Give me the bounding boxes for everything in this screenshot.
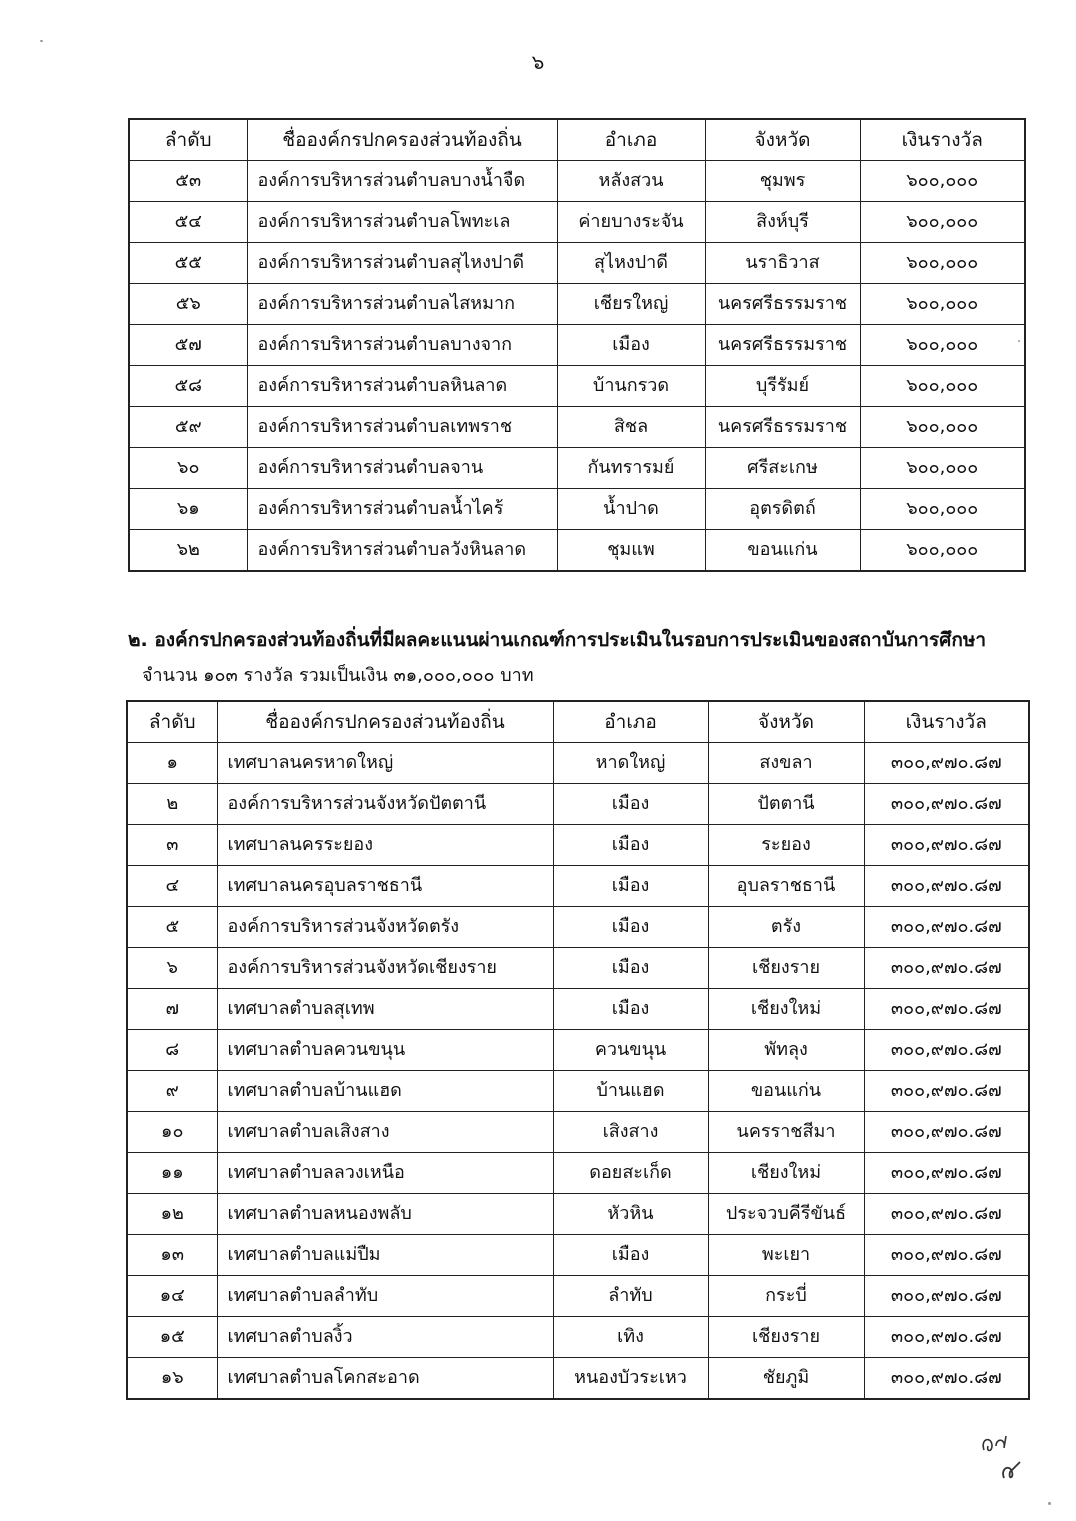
- cell-prize: ๓๐๐,๙๗๐.๘๗: [864, 743, 1029, 784]
- col-header-prize: เงินรางวัล: [864, 701, 1029, 743]
- cell-order: ๑: [127, 743, 217, 784]
- table-row: [127, 1194, 1029, 1235]
- cell-order: ๑๑: [127, 1153, 217, 1194]
- section-2-title: ๒. องค์กรปกครองส่วนท้องถิ่นที่มีผลคะแนนผ่านเกณฑ์การประเมินในรอบการประเมินของสถาบันการศึกษา: [128, 629, 987, 651]
- table-header-row: [127, 701, 1029, 743]
- cell-order: ๕๕: [129, 243, 247, 284]
- table-row: [129, 366, 1025, 407]
- col-header-province: จังหวัด: [705, 119, 860, 161]
- handwritten-initials: [970, 1428, 1040, 1488]
- scan-speck: [1018, 340, 1020, 342]
- cell-province: สงขลา: [708, 743, 864, 784]
- table-row: [129, 530, 1025, 572]
- table-row: [129, 202, 1025, 243]
- cell-prize: ๖๐๐,๐๐๐: [860, 243, 1025, 284]
- table-row: [127, 1071, 1029, 1112]
- cell-prize: ๓๐๐,๙๗๐.๘๗: [864, 1071, 1029, 1112]
- cell-prize: ๖๐๐,๐๐๐: [860, 448, 1025, 489]
- cell-order: ๒: [127, 784, 217, 825]
- col-header-org-name: ชื่อองค์กรปกครองส่วนท้องถิ่น: [247, 119, 557, 161]
- cell-district: หัวหิน: [553, 1194, 708, 1235]
- cell-order: ๖๐: [129, 448, 247, 489]
- cell-district: บ้านแฮด: [553, 1071, 708, 1112]
- cell-order: ๔: [127, 866, 217, 907]
- cell-province: นครศรีธรรมราช: [705, 407, 860, 448]
- cell-district: เทิง: [553, 1317, 708, 1358]
- cell-province: ระยอง: [708, 825, 864, 866]
- cell-org-name: เทศบาลตำบลลวงเหนือ: [217, 1153, 553, 1194]
- cell-prize: ๓๐๐,๙๗๐.๘๗: [864, 784, 1029, 825]
- cell-order: ๑๕: [127, 1317, 217, 1358]
- cell-org-name: องค์การบริหารส่วนตำบลน้ำไคร้: [247, 489, 557, 530]
- cell-order: ๙: [127, 1071, 217, 1112]
- cell-org-name: เทศบาลนครระยอง: [217, 825, 553, 866]
- cell-org-name: เทศบาลนครอุบลราชธานี: [217, 866, 553, 907]
- table-row: [129, 161, 1025, 202]
- cell-district: ลำทับ: [553, 1276, 708, 1317]
- page-number: ๖: [531, 50, 545, 74]
- cell-order: ๕: [127, 907, 217, 948]
- cell-province: เชียงราย: [708, 948, 864, 989]
- cell-province: บุรีรัมย์: [705, 366, 860, 407]
- cell-org-name: เทศบาลตำบลเสิงสาง: [217, 1112, 553, 1153]
- scan-speck: [1048, 1502, 1051, 1505]
- cell-province: นครศรีธรรมราช: [705, 325, 860, 366]
- cell-order: ๑๖: [127, 1358, 217, 1400]
- table-row: [129, 243, 1025, 284]
- col-header-province: จังหวัด: [708, 701, 864, 743]
- cell-district: เมือง: [553, 907, 708, 948]
- cell-order: ๑๓: [127, 1235, 217, 1276]
- awards-table-section1: [128, 118, 1026, 572]
- cell-province: นครศรีธรรมราช: [705, 284, 860, 325]
- cell-prize: ๓๐๐,๙๗๐.๘๗: [864, 1276, 1029, 1317]
- cell-province: ศรีสะเกษ: [705, 448, 860, 489]
- table-row: [129, 489, 1025, 530]
- table-row: [127, 989, 1029, 1030]
- col-header-order: ลำดับ: [129, 119, 247, 161]
- scan-speck: [40, 40, 43, 42]
- cell-org-name: องค์การบริหารส่วนตำบลจาน: [247, 448, 557, 489]
- table-row: [129, 407, 1025, 448]
- cell-district: กันทรารมย์: [557, 448, 705, 489]
- cell-district: บ้านกรวด: [557, 366, 705, 407]
- col-header-prize: เงินรางวัล: [860, 119, 1025, 161]
- cell-province: อุตรดิตถ์: [705, 489, 860, 530]
- cell-district: ควนขนุน: [553, 1030, 708, 1071]
- cell-prize: ๓๐๐,๙๗๐.๘๗: [864, 1194, 1029, 1235]
- cell-org-name: องค์การบริหารส่วนจังหวัดปัตตานี: [217, 784, 553, 825]
- table-row: [127, 907, 1029, 948]
- cell-order: ๕๘: [129, 366, 247, 407]
- cell-order: ๖๑: [129, 489, 247, 530]
- cell-prize: ๓๐๐,๙๗๐.๘๗: [864, 1317, 1029, 1358]
- cell-district: หนองบัวระเหว: [553, 1358, 708, 1400]
- cell-district: ค่ายบางระจัน: [557, 202, 705, 243]
- table-row: [129, 284, 1025, 325]
- cell-org-name: เทศบาลตำบลลำทับ: [217, 1276, 553, 1317]
- cell-province: พะเยา: [708, 1235, 864, 1276]
- cell-district: หาดใหญ่: [553, 743, 708, 784]
- cell-province: พัทลุง: [708, 1030, 864, 1071]
- cell-province: ปัตตานี: [708, 784, 864, 825]
- cell-prize: ๓๐๐,๙๗๐.๘๗: [864, 1030, 1029, 1071]
- table-row: [127, 1276, 1029, 1317]
- table-row: [127, 1317, 1029, 1358]
- table-row: [127, 1153, 1029, 1194]
- cell-district: เมือง: [557, 325, 705, 366]
- cell-org-name: องค์การบริหารส่วนตำบลวังหินลาด: [247, 530, 557, 572]
- table-row: [127, 743, 1029, 784]
- cell-province: เชียงใหม่: [708, 989, 864, 1030]
- cell-province: ชัยภูมิ: [708, 1358, 864, 1400]
- table-row: [127, 1358, 1029, 1400]
- cell-district: เมือง: [553, 1235, 708, 1276]
- table-row: [127, 1112, 1029, 1153]
- cell-org-name: เทศบาลตำบลหนองพลับ: [217, 1194, 553, 1235]
- table-row: [127, 1030, 1029, 1071]
- table-row: [129, 448, 1025, 489]
- cell-province: ประจวบคีรีขันธ์: [708, 1194, 864, 1235]
- col-header-district: อำเภอ: [553, 701, 708, 743]
- section-2-summary: จำนวน ๑๐๓ รางวัล รวมเป็นเงิน ๓๑,๐๐๐,๐๐๐ บาท: [142, 665, 534, 686]
- cell-order: ๗: [127, 989, 217, 1030]
- cell-province: เชียงใหม่: [708, 1153, 864, 1194]
- cell-province: เชียงราย: [708, 1317, 864, 1358]
- cell-org-name: เทศบาลตำบลควนขนุน: [217, 1030, 553, 1071]
- cell-order: ๕๔: [129, 202, 247, 243]
- cell-district: สิชล: [557, 407, 705, 448]
- cell-prize: ๓๐๐,๙๗๐.๘๗: [864, 948, 1029, 989]
- cell-org-name: องค์การบริหารส่วนจังหวัดตรัง: [217, 907, 553, 948]
- cell-prize: ๖๐๐,๐๐๐: [860, 284, 1025, 325]
- cell-province: ตรัง: [708, 907, 864, 948]
- cell-org-name: เทศบาลตำบลบ้านแฮด: [217, 1071, 553, 1112]
- cell-district: เชียรใหญ่: [557, 284, 705, 325]
- cell-district: น้ำปาด: [557, 489, 705, 530]
- table-header-row: [129, 119, 1025, 161]
- cell-org-name: องค์การบริหารส่วนจังหวัดเชียงราย: [217, 948, 553, 989]
- cell-prize: ๓๐๐,๙๗๐.๘๗: [864, 1358, 1029, 1400]
- cell-org-name: เทศบาลตำบลโคกสะอาด: [217, 1358, 553, 1400]
- col-header-org-name: ชื่อองค์กรปกครองส่วนท้องถิ่น: [217, 701, 553, 743]
- cell-prize: ๓๐๐,๙๗๐.๘๗: [864, 866, 1029, 907]
- cell-prize: ๖๐๐,๐๐๐: [860, 325, 1025, 366]
- cell-order: ๘: [127, 1030, 217, 1071]
- cell-prize: ๓๐๐,๙๗๐.๘๗: [864, 989, 1029, 1030]
- table-row: [127, 866, 1029, 907]
- cell-district: ชุมแพ: [557, 530, 705, 572]
- cell-org-name: องค์การบริหารส่วนตำบลบางจาก: [247, 325, 557, 366]
- cell-org-name: องค์การบริหารส่วนตำบลสุไหงปาดี: [247, 243, 557, 284]
- cell-order: ๑๔: [127, 1276, 217, 1317]
- cell-order: ๕๗: [129, 325, 247, 366]
- cell-prize: ๖๐๐,๐๐๐: [860, 202, 1025, 243]
- cell-order: ๕๖: [129, 284, 247, 325]
- cell-prize: ๓๐๐,๙๗๐.๘๗: [864, 1235, 1029, 1276]
- cell-province: กระบี่: [708, 1276, 864, 1317]
- cell-district: ดอยสะเก็ด: [553, 1153, 708, 1194]
- cell-prize: ๖๐๐,๐๐๐: [860, 530, 1025, 572]
- cell-province: สิงห์บุรี: [705, 202, 860, 243]
- cell-district: เมือง: [553, 989, 708, 1030]
- cell-prize: ๖๐๐,๐๐๐: [860, 407, 1025, 448]
- cell-org-name: เทศบาลตำบลสุเทพ: [217, 989, 553, 1030]
- cell-org-name: องค์การบริหารส่วนตำบลบางน้ำจืด: [247, 161, 557, 202]
- cell-prize: ๓๐๐,๙๗๐.๘๗: [864, 1112, 1029, 1153]
- cell-district: หลังสวน: [557, 161, 705, 202]
- cell-org-name: เทศบาลตำบลงิ้ว: [217, 1317, 553, 1358]
- cell-prize: ๖๐๐,๐๐๐: [860, 489, 1025, 530]
- cell-district: เมือง: [553, 825, 708, 866]
- cell-province: อุบลราชธานี: [708, 866, 864, 907]
- table-row: [127, 784, 1029, 825]
- cell-order: ๕๙: [129, 407, 247, 448]
- cell-prize: ๖๐๐,๐๐๐: [860, 161, 1025, 202]
- cell-district: เสิงสาง: [553, 1112, 708, 1153]
- cell-order: ๕๓: [129, 161, 247, 202]
- cell-org-name: องค์การบริหารส่วนตำบลไสหมาก: [247, 284, 557, 325]
- cell-province: ชุมพร: [705, 161, 860, 202]
- cell-org-name: องค์การบริหารส่วนตำบลเทพราช: [247, 407, 557, 448]
- cell-prize: ๓๐๐,๙๗๐.๘๗: [864, 825, 1029, 866]
- cell-province: ขอนแก่น: [708, 1071, 864, 1112]
- cell-district: เมือง: [553, 948, 708, 989]
- cell-prize: ๓๐๐,๙๗๐.๘๗: [864, 1153, 1029, 1194]
- cell-order: ๑๒: [127, 1194, 217, 1235]
- cell-province: นราธิวาส: [705, 243, 860, 284]
- cell-district: สุไหงปาดี: [557, 243, 705, 284]
- cell-org-name: องค์การบริหารส่วนตำบลโพทะเล: [247, 202, 557, 243]
- cell-org-name: เทศบาลตำบลแม่ปืม: [217, 1235, 553, 1276]
- cell-order: ๑๐: [127, 1112, 217, 1153]
- cell-prize: ๖๐๐,๐๐๐: [860, 366, 1025, 407]
- cell-org-name: เทศบาลนครหาดใหญ่: [217, 743, 553, 784]
- cell-org-name: องค์การบริหารส่วนตำบลหินลาด: [247, 366, 557, 407]
- table-row: [129, 325, 1025, 366]
- cell-district: เมือง: [553, 784, 708, 825]
- cell-province: นครราชสีมา: [708, 1112, 864, 1153]
- cell-order: ๖๒: [129, 530, 247, 572]
- cell-order: ๓: [127, 825, 217, 866]
- cell-order: ๖: [127, 948, 217, 989]
- cell-district: เมือง: [553, 866, 708, 907]
- table-row: [127, 825, 1029, 866]
- col-header-district: อำเภอ: [557, 119, 705, 161]
- table-row: [127, 948, 1029, 989]
- col-header-order: ลำดับ: [127, 701, 217, 743]
- cell-province: ขอนแก่น: [705, 530, 860, 572]
- awards-table-section2: [126, 700, 1030, 1400]
- cell-prize: ๓๐๐,๙๗๐.๘๗: [864, 907, 1029, 948]
- table-row: [127, 1235, 1029, 1276]
